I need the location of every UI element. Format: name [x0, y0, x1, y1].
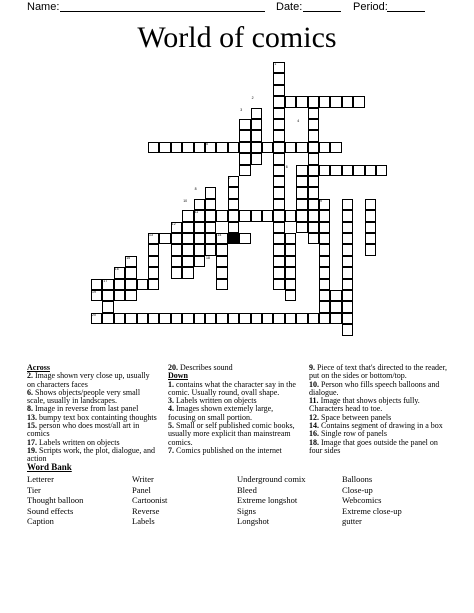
clue-text: Person who fills speech balloons and dialogue. [309, 379, 440, 397]
clue-number-label: 18. [309, 437, 321, 447]
grid-cell[interactable] [308, 130, 319, 141]
grid-cell[interactable] [296, 165, 307, 176]
grid-cell[interactable] [285, 244, 296, 255]
grid-cell[interactable] [342, 244, 353, 255]
clue-number: 19 [92, 290, 96, 294]
grid-cell[interactable] [205, 313, 216, 324]
grid-cell[interactable] [273, 73, 284, 84]
grid-cell[interactable] [319, 165, 330, 176]
grid-cell[interactable] [171, 313, 182, 324]
grid-cell[interactable] [319, 233, 330, 244]
grid-cell[interactable] [125, 290, 136, 301]
grid-cell[interactable] [319, 256, 330, 267]
grid-cell[interactable] [171, 256, 182, 267]
clue-text: Single row of panels [321, 429, 387, 439]
grid-cell[interactable] [273, 119, 284, 130]
word-bank-heading: Word Bank [27, 462, 72, 472]
clue-number-label: 14. [309, 421, 321, 431]
grid-cell[interactable] [216, 142, 227, 153]
grid-cell[interactable] [148, 142, 159, 153]
clue-text: Scripts work, the plot, dialogue, and action [27, 445, 155, 464]
grid-cell[interactable] [273, 222, 284, 233]
grid-cell[interactable] [273, 130, 284, 141]
grid-cell[interactable] [239, 119, 250, 130]
clue-text: contains what the character say in the comic. Usually round, ovall shape. [168, 379, 296, 397]
grid-cell[interactable] [273, 142, 284, 153]
clue-text: Describes sound [180, 363, 233, 372]
clue-number: 20 [92, 312, 96, 317]
grid-cell[interactable] [182, 222, 193, 233]
grid-cell[interactable] [319, 301, 330, 312]
word-bank-item: Signs [237, 505, 256, 516]
clue-number-label: 10. [309, 379, 321, 389]
grid-cell[interactable] [171, 244, 182, 255]
grid-cell[interactable] [182, 244, 193, 255]
down-heading: Down [168, 371, 189, 381]
grid-cell[interactable] [273, 85, 284, 96]
grid-cell[interactable] [194, 199, 205, 210]
date-label: Date: [276, 1, 303, 13]
grid-cell[interactable] [330, 142, 341, 153]
grid-cell[interactable] [159, 233, 170, 244]
clue-number-label: 13. [27, 412, 39, 422]
grid-cell[interactable] [194, 142, 205, 153]
clue-number-label: 19. [27, 445, 39, 455]
grid-cell[interactable] [285, 313, 296, 324]
grid-cell[interactable] [102, 313, 113, 324]
grid-cell[interactable] [342, 210, 353, 221]
clue-number: 8 [194, 187, 197, 192]
word-bank-item: Sound effects [27, 505, 74, 516]
grid-cell[interactable] [308, 142, 319, 153]
grid-cell[interactable] [159, 142, 170, 153]
grid-cell[interactable] [205, 199, 216, 210]
grid-cell[interactable] [342, 96, 353, 107]
grid-cell[interactable] [205, 244, 216, 255]
grid-cell[interactable] [342, 324, 353, 335]
word-bank-item: Panel [132, 484, 151, 495]
clue-text: Space between panels [321, 412, 392, 422]
grid-cell[interactable] [296, 176, 307, 187]
grid-cell[interactable] [308, 222, 319, 233]
grid-cell[interactable] [216, 256, 227, 267]
clue-number-label: 4. [168, 404, 176, 414]
grid-cell[interactable] [251, 153, 262, 164]
grid-cell[interactable] [205, 233, 216, 244]
clue [309, 364, 449, 381]
grid-cell[interactable] [148, 267, 159, 278]
grid-cell[interactable] [365, 210, 376, 221]
clue-number-label: 9. [309, 363, 317, 372]
grid-cell[interactable] [365, 244, 376, 255]
grid-cell[interactable] [273, 244, 284, 255]
clue-number: 6 [285, 164, 288, 169]
grid-cell[interactable] [251, 142, 262, 153]
grid-cell[interactable] [296, 187, 307, 198]
grid-cell[interactable] [308, 119, 319, 130]
grid-cell[interactable] [296, 313, 307, 324]
grid-cell[interactable] [216, 244, 227, 255]
grid-cell[interactable] [308, 176, 319, 187]
grid-cell[interactable] [216, 279, 227, 290]
clue-number: 7 [228, 176, 231, 180]
word-bank-item: Webcomics [342, 495, 382, 506]
grid-cell[interactable] [330, 165, 341, 176]
grid-cell[interactable] [239, 153, 250, 164]
grid-cell[interactable] [342, 199, 353, 210]
grid-cell[interactable] [296, 142, 307, 153]
grid-cell[interactable] [114, 279, 125, 290]
grid-cell[interactable] [251, 108, 262, 119]
clue [309, 381, 449, 398]
clue-text: Image that shows objects fully. Characters head to toe. [309, 396, 420, 414]
word-bank-item: Labels [132, 516, 155, 527]
grid-cell[interactable] [273, 96, 284, 107]
grid-cell[interactable] [308, 153, 319, 164]
clue-number-label: 7. [168, 445, 176, 455]
word-bank-item: Cartoonist [132, 495, 168, 506]
grid-cell[interactable] [239, 165, 250, 176]
grid-cell[interactable] [125, 313, 136, 324]
grid-cell[interactable] [228, 142, 239, 153]
grid-cell[interactable] [330, 290, 341, 301]
grid-cell[interactable] [273, 165, 284, 176]
clue-number: 18 [206, 255, 210, 260]
grid-cell[interactable] [216, 313, 227, 324]
word-bank-item: Thought balloon [27, 495, 84, 506]
grid-cell[interactable] [182, 233, 193, 244]
period-label: Period: [353, 1, 388, 13]
clue-text: Image that goes outside the panel on four sides [309, 437, 438, 455]
grid-cell[interactable] [114, 290, 125, 301]
word-bank-item: Balloons [342, 474, 373, 484]
grid-cell[interactable] [342, 256, 353, 267]
grid-cell[interactable] [194, 313, 205, 324]
clue-text: Comics published on the internet [176, 445, 282, 455]
grid-cell[interactable] [171, 142, 182, 153]
grid-cell[interactable] [251, 119, 262, 130]
grid-cell[interactable] [137, 279, 148, 290]
clue-number: 9 [320, 198, 322, 203]
clue-number: 10 [183, 198, 188, 203]
grid-cell[interactable] [308, 199, 319, 210]
clue [27, 372, 157, 389]
grid-cell[interactable] [125, 267, 136, 278]
clue-number-label: 17. [27, 437, 39, 447]
clue-number: 11 [194, 210, 199, 215]
clue-text: Images shown extemely large, focusing on small portion. [168, 404, 274, 422]
clue-number-label: 6. [27, 387, 35, 397]
grid-cell[interactable] [228, 199, 239, 210]
grid-cell[interactable] [296, 210, 307, 221]
clue [168, 422, 300, 447]
grid-cell[interactable] [342, 233, 353, 244]
grid-cell[interactable] [353, 165, 364, 176]
grid-cell[interactable] [102, 290, 113, 301]
clue [168, 405, 300, 422]
word-bank-item: gutter [342, 516, 362, 527]
grid-cell[interactable] [159, 313, 170, 324]
grid-cell[interactable] [273, 153, 284, 164]
grid-cell[interactable] [296, 199, 307, 210]
clue-number: 17 [103, 278, 108, 283]
grid-cell[interactable] [365, 222, 376, 233]
clue-text: Piece of text that's directed to the reader, put on the sides or bottom/top. [309, 363, 447, 381]
grid-cell[interactable] [194, 256, 205, 267]
grid-cell[interactable] [342, 290, 353, 301]
grid-cell[interactable] [319, 96, 330, 107]
grid-cell[interactable] [365, 165, 376, 176]
grid-cell[interactable] [308, 233, 319, 244]
clue-text: person who does most/all art in comics [27, 421, 140, 439]
grid-cell[interactable] [285, 290, 296, 301]
grid-cell[interactable] [182, 142, 193, 153]
grid-cell[interactable] [194, 233, 205, 244]
grid-cell[interactable] [194, 244, 205, 255]
grid-cell[interactable] [228, 222, 239, 233]
across-clues [27, 364, 157, 464]
grid-cell[interactable] [353, 96, 364, 107]
grid-cell[interactable] [273, 313, 284, 324]
clue [27, 389, 157, 406]
grid-cell[interactable] [239, 210, 250, 221]
grid-cell[interactable] [308, 108, 319, 119]
grid-cell[interactable] [285, 96, 296, 107]
grid-cell[interactable] [148, 279, 159, 290]
grid-cell[interactable] [319, 267, 330, 278]
grid-cell[interactable] [273, 199, 284, 210]
grid-cell[interactable] [342, 313, 353, 324]
grid-cell[interactable] [285, 142, 296, 153]
clue-number: 16 [114, 267, 119, 272]
word-bank-item: Extreme longshot [237, 495, 298, 506]
grid-cell[interactable] [251, 130, 262, 141]
grid-cell[interactable] [296, 222, 307, 233]
grid-cell[interactable] [273, 267, 284, 278]
grid-cell[interactable] [365, 233, 376, 244]
grid-cell[interactable] [285, 210, 296, 221]
grid-cell[interactable] [376, 165, 387, 176]
grid-cell[interactable] [285, 233, 296, 244]
clue-number-label: 11. [309, 396, 321, 406]
clue-column-2 [168, 364, 300, 455]
grid-cell[interactable] [319, 142, 330, 153]
grid-cell[interactable] [125, 279, 136, 290]
word-bank-col-4 [342, 474, 402, 527]
grid-cell[interactable] [262, 210, 273, 221]
clue-number: 1 [274, 62, 277, 66]
word-bank-item: Reverse [132, 505, 160, 516]
grid-cell[interactable] [342, 301, 353, 312]
grid-cell[interactable] [216, 267, 227, 278]
clue-text: Labels written on objects [176, 396, 257, 406]
grid-cell[interactable] [319, 290, 330, 301]
word-bank-item: Writer [132, 474, 154, 484]
grid-cell[interactable] [262, 142, 273, 153]
grid-cell[interactable] [342, 279, 353, 290]
clue-number: 5 [206, 141, 208, 146]
grid-cell[interactable] [228, 313, 239, 324]
clue-number: 4 [297, 119, 300, 123]
grid-cell[interactable] [239, 142, 250, 153]
word-bank-col-3 [237, 474, 306, 527]
grid-cell[interactable] [330, 301, 341, 312]
grid-cell[interactable] [182, 256, 193, 267]
clue-number-label: 8. [27, 404, 35, 414]
word-bank-item: Letterer [27, 474, 54, 484]
clue-column-3 [309, 364, 449, 455]
grid-cell[interactable] [102, 301, 113, 312]
grid-cell[interactable] [91, 279, 102, 290]
word-bank-item: Longshot [237, 516, 270, 527]
grid-cell[interactable] [330, 313, 341, 324]
word-bank-item: Bleed [237, 484, 257, 495]
clue [27, 422, 157, 439]
clue-text: Image shown very close up, usually on characters faces [27, 371, 150, 389]
clue-number-label: 2. [27, 371, 35, 381]
grid-cell[interactable] [148, 256, 159, 267]
grid-cell[interactable] [205, 210, 216, 221]
grid-cell[interactable] [330, 96, 341, 107]
clue-number-label: 16. [309, 429, 321, 439]
clue-number: 14 [217, 233, 222, 237]
grid-cell[interactable] [273, 187, 284, 198]
grid-cell[interactable] [273, 279, 284, 290]
clue-number: 13 [149, 233, 153, 237]
grid-cell[interactable] [251, 313, 262, 324]
grid-cell[interactable] [239, 313, 250, 324]
clue-text: Labels written on objects [39, 437, 120, 447]
grid-cell[interactable] [342, 222, 353, 233]
grid-cell[interactable] [262, 313, 273, 324]
clue [168, 447, 300, 455]
grid-cell[interactable] [273, 176, 284, 187]
grid-cell[interactable] [273, 108, 284, 119]
grid-cell[interactable] [319, 222, 330, 233]
grid-cell[interactable] [228, 210, 239, 221]
grid-cell[interactable] [319, 210, 330, 221]
clue [309, 439, 449, 456]
grid-cell[interactable] [285, 256, 296, 267]
clue-number-label: 15. [27, 421, 39, 431]
grid-cell[interactable] [319, 313, 330, 324]
across-heading: Across [27, 363, 50, 372]
grid-cell[interactable] [365, 199, 376, 210]
word-bank-item: Close-up [342, 484, 373, 495]
word-bank-col-1 [27, 474, 83, 527]
grid-cell[interactable] [171, 233, 182, 244]
grid-cell[interactable] [285, 279, 296, 290]
name-label: Name: [27, 1, 60, 13]
grid-cell[interactable] [319, 244, 330, 255]
grid-cell[interactable] [285, 267, 296, 278]
grid-cell[interactable] [148, 313, 159, 324]
word-bank-item: Extreme close-up [342, 505, 402, 516]
page-title: World of comics [137, 21, 337, 54]
clue-number-label: 12. [309, 412, 321, 422]
grid-cell[interactable] [182, 267, 193, 278]
grid-cell[interactable] [114, 313, 125, 324]
grid-cell[interactable] [308, 187, 319, 198]
grid-cell[interactable] [273, 256, 284, 267]
grid-cell[interactable] [148, 244, 159, 255]
clue-text: Contains segment of drawing in a box [321, 421, 443, 431]
clue-number-label: 20. [168, 363, 180, 372]
grid-cell[interactable] [308, 210, 319, 221]
word-bank-col-2 [132, 474, 167, 527]
grid-cell[interactable] [342, 267, 353, 278]
word-bank-item: Underground comix [237, 474, 306, 484]
clue-number-label: 1. [168, 379, 176, 389]
grid-cell[interactable] [171, 267, 182, 278]
grid-cell[interactable] [342, 165, 353, 176]
grid-cell[interactable] [296, 96, 307, 107]
grid-cell[interactable] [273, 233, 284, 244]
grid-cell[interactable] [216, 210, 227, 221]
grid-cell[interactable] [205, 222, 216, 233]
clue-number: 12 [171, 221, 176, 226]
clue-text: bumpy text box containting thoughts [39, 412, 157, 422]
word-bank-item: Caption [27, 516, 54, 527]
blocked-cell [228, 233, 239, 244]
grid-cell[interactable] [239, 130, 250, 141]
clue-number-label: 5. [168, 421, 176, 431]
clue-number: 3 [240, 107, 243, 112]
grid-cell[interactable] [182, 313, 193, 324]
clue-number-label: 3. [168, 396, 176, 406]
grid-cell[interactable] [308, 313, 319, 324]
grid-cell[interactable] [239, 233, 250, 244]
clue-text: Small or self published comic books, usually more explicit than mainstream comics. [168, 421, 295, 447]
clue-text: Shows objects/people very small scale, usually in landscapes. [27, 387, 141, 406]
grid-cell[interactable] [228, 187, 239, 198]
grid-cell[interactable] [308, 165, 319, 176]
clue-text: Image in reverse from last panel [35, 404, 139, 414]
word-bank-item: Tier [27, 484, 41, 495]
grid-cell[interactable] [194, 222, 205, 233]
clue-number: 2 [251, 96, 254, 101]
grid-cell[interactable] [273, 210, 284, 221]
grid-cell[interactable] [319, 279, 330, 290]
grid-cell[interactable] [137, 313, 148, 324]
clue-number: 15 [126, 255, 131, 260]
grid-cell[interactable] [251, 210, 262, 221]
clue [168, 381, 300, 398]
grid-cell[interactable] [205, 187, 216, 198]
grid-cell[interactable] [182, 210, 193, 221]
grid-cell[interactable] [308, 96, 319, 107]
clue [309, 397, 449, 414]
